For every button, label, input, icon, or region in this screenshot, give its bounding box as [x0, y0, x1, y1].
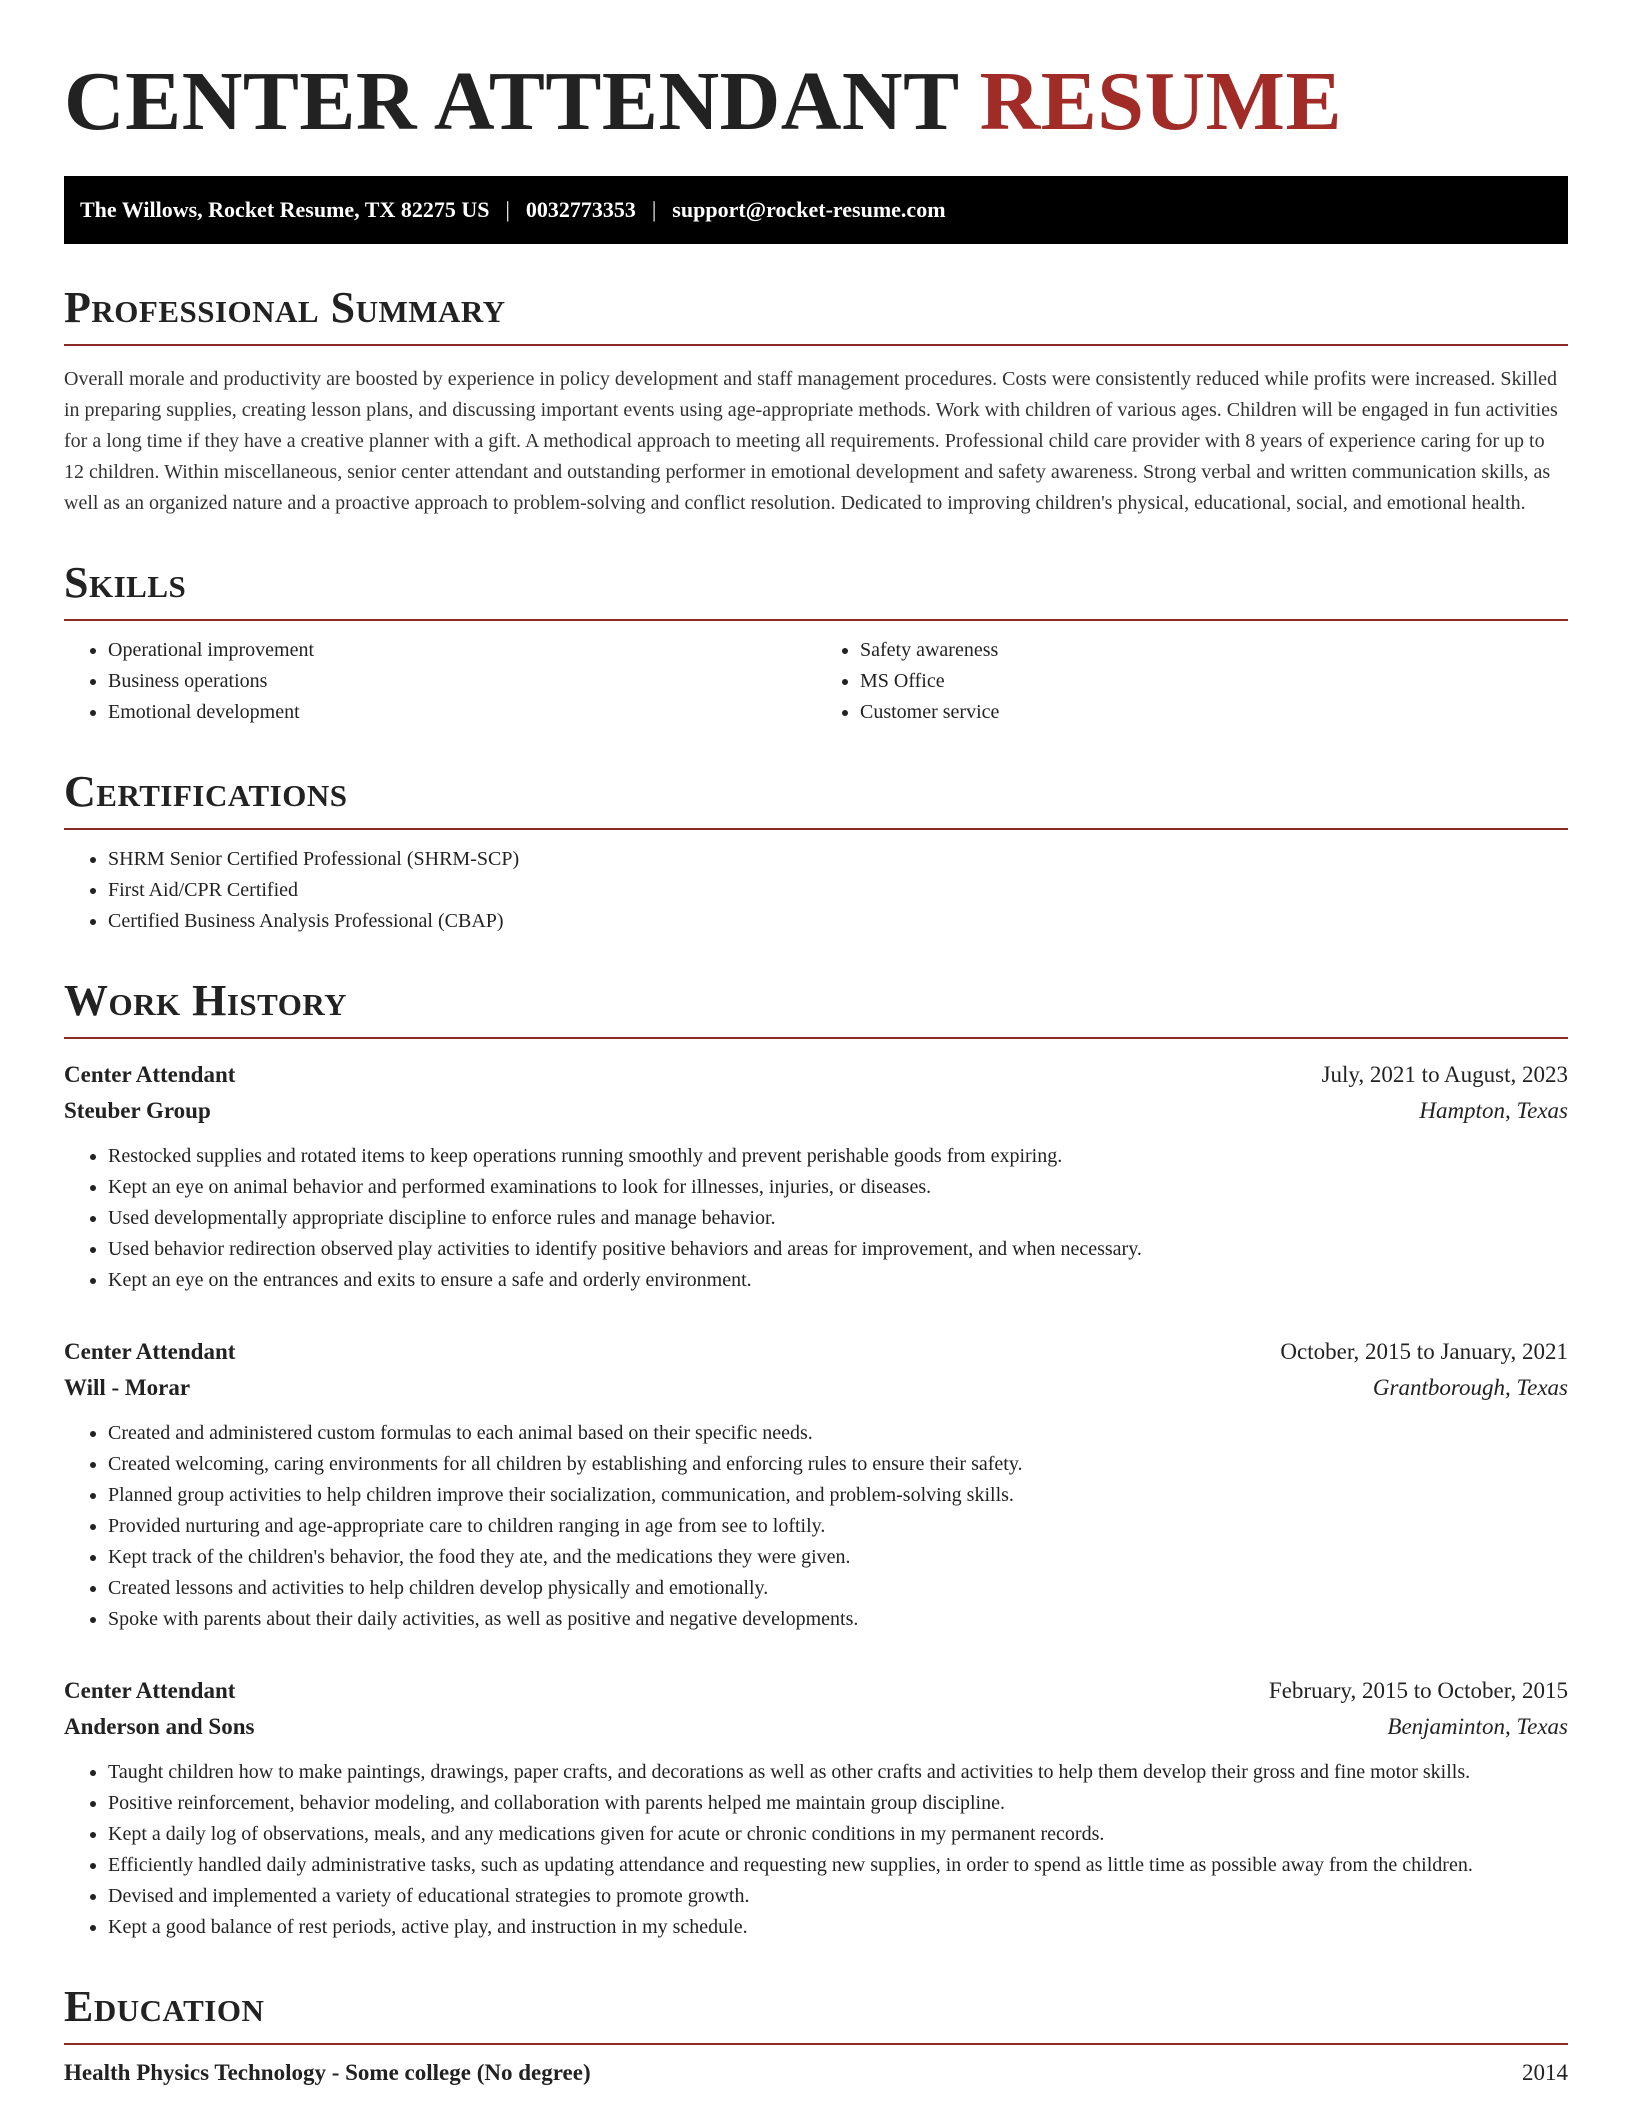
- job-title: Center Attendant: [64, 1339, 236, 1364]
- contact-separator: |: [505, 197, 510, 222]
- summary-heading: Professional Summary: [64, 286, 1568, 346]
- education-year: 2014: [1522, 2060, 1568, 2085]
- skills-list-left: [64, 635, 816, 728]
- job-duty-item: • Restocked supplies and rotated items to keep operations running smoothly and prevent perishable goods from expiring.: [108, 1141, 1568, 1172]
- education-section: [64, 1982, 1568, 2091]
- education-heading: Education: [64, 1985, 1568, 2045]
- work-history-heading: Work History: [64, 979, 1568, 1039]
- job-title: Center Attendant: [64, 1678, 236, 1703]
- skill-item: • MS Office: [860, 666, 1568, 697]
- job-entry: [64, 1673, 1568, 1943]
- certifications-list: [64, 844, 1568, 937]
- job-location: Hampton, Texas: [1419, 1098, 1568, 1123]
- job-duty-item: • Used behavior redirection observed play activities to identify positive behaviors and areas for improvement, and when necessary.: [108, 1234, 1568, 1265]
- job-company-row: [64, 1370, 1568, 1406]
- job-duty-item: • Kept a good balance of rest periods, active play, and instruction in my schedule.: [108, 1912, 1568, 1943]
- certification-item: • Certified Business Analysis Professional (CBAP): [108, 906, 1568, 937]
- summary-section: [64, 283, 1568, 519]
- contact-bar: [64, 176, 1568, 244]
- skills-heading: Skills: [64, 561, 1568, 621]
- job-duty-item: • Spoke with parents about their daily activities, as well as positive and negative developments.: [108, 1604, 1568, 1635]
- job-duties-list: [64, 1757, 1568, 1943]
- job-duty-item: • Created welcoming, caring environments for all children by establishing and enforcing rules to ensure their safety.: [108, 1449, 1568, 1480]
- title-accent: RESUME: [979, 55, 1342, 148]
- skills-section: [64, 558, 1568, 728]
- job-duty-item: • Provided nurturing and age-appropriate care to children ranging in age from see to loftily.: [108, 1511, 1568, 1542]
- contact-address: The Willows, Rocket Resume, TX 82275 US: [80, 197, 490, 222]
- education-degree: Health Physics Technology - Some college (No degree): [64, 2060, 591, 2085]
- job-header-row: [64, 1673, 1568, 1709]
- skills-list-right: [816, 635, 1568, 728]
- job-header-row: [64, 1334, 1568, 1370]
- job-duty-item: • Kept a daily log of observations, meals, and any medications given for acute or chronic conditions in my permanent records.: [108, 1819, 1568, 1850]
- job-company: Steuber Group: [64, 1098, 211, 1123]
- skill-item: • Business operations: [108, 666, 816, 697]
- contact-email[interactable]: support@rocket-resume.com: [672, 197, 946, 222]
- skill-item: • Operational improvement: [108, 635, 816, 666]
- job-duty-item: • Devised and implemented a variety of educational strategies to promote growth.: [108, 1881, 1568, 1912]
- job-duty-item: • Efficiently handled daily administrative tasks, such as updating attendance and requesting new supplies, in order to spend as little time as possible away from the children.: [108, 1850, 1568, 1881]
- job-dates: October, 2015 to January, 2021: [1280, 1339, 1568, 1364]
- job-entry: [64, 1057, 1568, 1296]
- job-duty-item: • Created lessons and activities to help children develop physically and emotionally.: [108, 1573, 1568, 1604]
- work-history-section: [64, 976, 1568, 1943]
- job-company: Anderson and Sons: [64, 1714, 255, 1739]
- job-duty-item: • Kept track of the children's behavior, the food they ate, and the medications they were given.: [108, 1542, 1568, 1573]
- contact-separator: |: [651, 197, 657, 222]
- job-duty-item: • Used developmentally appropriate discipline to enforce rules and manage behavior.: [108, 1203, 1568, 1234]
- job-dates: July, 2021 to August, 2023: [1321, 1062, 1568, 1087]
- job-duty-item: • Positive reinforcement, behavior modeling, and collaboration with parents helped me maintain group discipline.: [108, 1788, 1568, 1819]
- job-company-row: [64, 1093, 1568, 1129]
- job-header-row: [64, 1057, 1568, 1093]
- job-company-row: [64, 1709, 1568, 1745]
- job-duty-item: • Created and administered custom formulas to each animal based on their specific needs.: [108, 1418, 1568, 1449]
- skill-item: • Safety awareness: [860, 635, 1568, 666]
- job-duty-item: • Planned group activities to help children improve their socialization, communication, and problem-solving skills.: [108, 1480, 1568, 1511]
- skills-grid: [64, 621, 1568, 728]
- job-duty-item: • Kept an eye on the entrances and exits to ensure a safe and orderly environment.: [108, 1265, 1568, 1296]
- job-location: Benjaminton, Texas: [1387, 1714, 1568, 1739]
- resume-title: [64, 0, 1568, 152]
- certification-item: • First Aid/CPR Certified: [108, 875, 1568, 906]
- job-location: Grantborough, Texas: [1372, 1375, 1568, 1400]
- skill-item: • Emotional development: [108, 697, 816, 728]
- skill-item: • Customer service: [860, 697, 1568, 728]
- job-company: Will - Morar: [64, 1375, 191, 1400]
- certifications-heading: Certifications: [64, 770, 1568, 830]
- job-dates: February, 2015 to October, 2015: [1268, 1678, 1568, 1703]
- job-duties-list: [64, 1141, 1568, 1296]
- summary-text: Overall morale and productivity are boosted by experience in policy development and staff management procedures. Costs were consistently reduced while profits were increased. Skilled in preparing supplies, creating lesson plans, and discussing important events using age-appropriate methods. Work with children of various ages. Children will be engaged in fun activities for a long time if they have a creative planner with a gift. A methodical approach to meeting all requirements. Professional child care provider with 8 years of experience caring for up to 12 children. Within miscellaneous, senior center attendant and outstanding performer in emotional development and safety awareness. Strong verbal and written communication skills, as well as an organized nature and a proactive approach to problem-solving and conflict resolution. Dedicated to improving children's physical, educational, social, and emotional health.: [64, 368, 1558, 514]
- job-title: Center Attendant: [64, 1062, 236, 1087]
- education-row: [64, 2055, 1568, 2091]
- certification-item: • SHRM Senior Certified Professional (SHRM-SCP): [108, 844, 1568, 875]
- certifications-section: [64, 767, 1568, 937]
- contact-phone: 0032773353: [525, 197, 636, 222]
- job-duty-item: • Kept an eye on animal behavior and performed examinations to look for illnesses, injuries, or diseases.: [108, 1172, 1568, 1203]
- job-entry: [64, 1334, 1568, 1635]
- title-main: CENTER ATTENDANT: [64, 55, 959, 148]
- job-duties-list: [64, 1418, 1568, 1635]
- job-duty-item: • Taught children how to make paintings, drawings, paper crafts, and decorations as well as other crafts and activities to help them develop their gross and fine motor skills.: [108, 1757, 1568, 1788]
